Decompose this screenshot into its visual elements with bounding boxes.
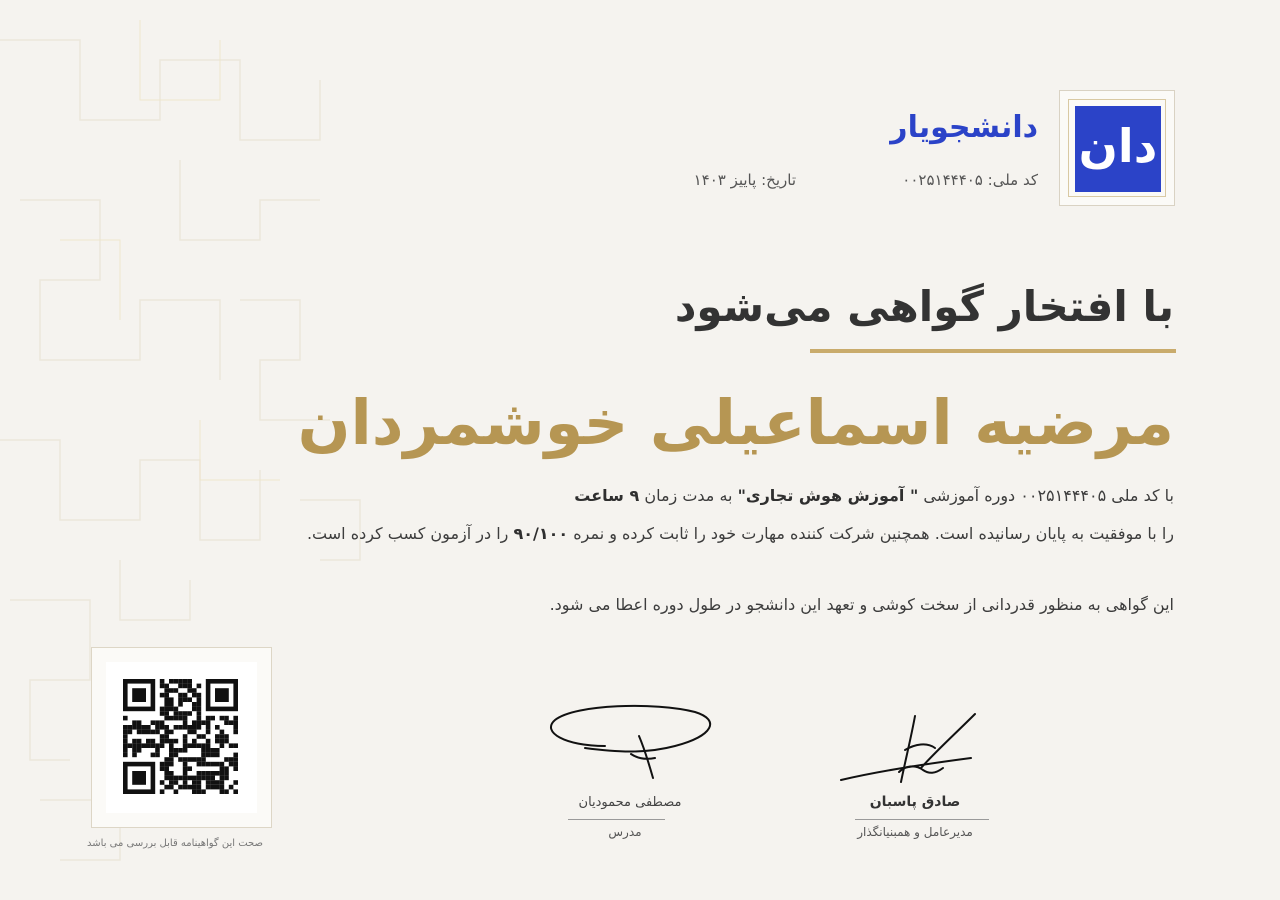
issue-date [694, 171, 796, 189]
certificate-line-1 [254, 486, 1174, 505]
line2-text-b: را در آزمون کسب کرده است. [306, 524, 514, 543]
verification-caption: صحت این گواهینامه قابل بررسی می باشد [87, 838, 263, 849]
course-duration: ۹ ساعت [574, 486, 640, 505]
instructor-signature [545, 702, 715, 782]
verification-qr-code[interactable] [106, 662, 257, 813]
qr-frame [91, 647, 272, 828]
brand-name: دانشجویار [890, 110, 1038, 145]
course-name: " آموزش هوش تجاری" [737, 486, 919, 505]
certificate-line-3: این گواهی به منظور قدردانی از سخت کوشی و تعهد این دانشجو در طول دوره اعطا می شود. [549, 595, 1174, 614]
ceo-signature [835, 708, 985, 788]
national-code [902, 171, 1038, 189]
instructor-title: مدرس [608, 825, 642, 839]
line1-text-b: به مدت زمان [639, 486, 738, 505]
national-code-label: کد ملی: [987, 171, 1038, 189]
ceo-title: مدیرعامل و همبنیانگذار [857, 825, 973, 839]
heading-underline [810, 349, 1176, 353]
brand-logo [1075, 106, 1161, 192]
national-code-value: ۰۰۲۵۱۴۴۴۰۵ [902, 171, 983, 189]
instructor-signature-rule [568, 819, 665, 820]
ceo-signature-rule [855, 819, 989, 820]
logo-frame [1059, 90, 1175, 206]
certificate-heading: با افتخار گواهی می‌شود [674, 282, 1174, 331]
recipient-name: مرضیه اسماعیلی خوشمردان [297, 386, 1174, 459]
certificate-line-2 [254, 524, 1174, 543]
logo-text: دان [1078, 119, 1158, 173]
line2-text-a: را با موفقیت به پایان رسانیده است. همچنین شرکت کننده مهارت خود را ثابت کرده و نمره [568, 524, 1174, 543]
instructor-name: مصطفی محمودیان [578, 795, 682, 810]
ceo-name: صادق پاسبان [869, 794, 961, 810]
date-label: تاریخ: [761, 171, 796, 189]
line1-text-a: با کد ملی ۰۰۲۵۱۴۴۴۰۵ دوره آموزشی [918, 486, 1174, 505]
exam-score: ۹۰/۱۰۰ [513, 524, 569, 543]
date-value: پاییز ۱۴۰۳ [693, 171, 757, 189]
